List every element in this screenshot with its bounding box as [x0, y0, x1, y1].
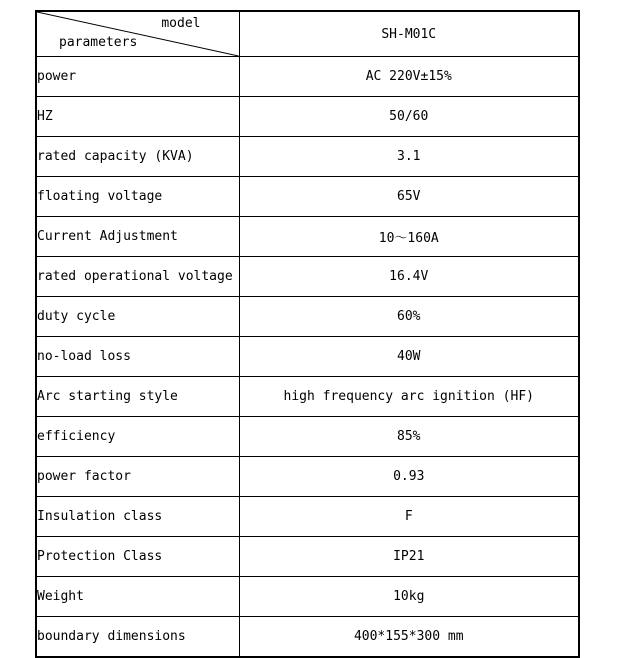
value-cell: 40W	[239, 337, 579, 377]
table-row-power-factor	[36, 457, 579, 497]
param-cell: Insulation class	[36, 497, 239, 537]
param-cell: HZ	[36, 97, 239, 137]
value-cell: 50/60	[239, 97, 579, 137]
table-row-boundary-dimensions	[36, 617, 579, 658]
value-cell: AC 220V±15%	[239, 57, 579, 97]
value-cell: 10kg	[239, 577, 579, 617]
value-cell: 10～160A	[239, 217, 579, 257]
header-parameters-label: parameters	[59, 35, 138, 50]
param-cell: Arc starting style	[36, 377, 239, 417]
param-cell: rated capacity (KVA)	[36, 137, 239, 177]
diagonal-header-cell	[36, 11, 239, 57]
param-cell: Weight	[36, 577, 239, 617]
value-cell: 85%	[239, 417, 579, 457]
table-row-rated-capacity	[36, 137, 579, 177]
param-cell: efficiency	[36, 417, 239, 457]
table-row-protection-class	[36, 537, 579, 577]
table-row-current-adjustment	[36, 217, 579, 257]
value-cell: high frequency arc ignition (HF)	[239, 377, 579, 417]
table-row-arc-starting-style	[36, 377, 579, 417]
value-cell: 0.93	[239, 457, 579, 497]
param-cell: Protection Class	[36, 537, 239, 577]
value-cell: IP21	[239, 537, 579, 577]
table-row-hz	[36, 97, 579, 137]
param-cell: boundary dimensions	[36, 617, 239, 658]
value-cell: 16.4V	[239, 257, 579, 297]
table-row-floating-voltage	[36, 177, 579, 217]
table-row-no-load-loss	[36, 337, 579, 377]
param-cell: power	[36, 57, 239, 97]
table-row-insulation-class	[36, 497, 579, 537]
header-row	[36, 11, 579, 57]
header-model-label: model	[161, 16, 201, 31]
value-cell: F	[239, 497, 579, 537]
table-row-weight	[36, 577, 579, 617]
param-cell: power factor	[36, 457, 239, 497]
spec-table	[35, 10, 580, 658]
table-row-duty-cycle	[36, 297, 579, 337]
param-cell: floating voltage	[36, 177, 239, 217]
value-cell: 65V	[239, 177, 579, 217]
param-cell: rated operational voltage	[36, 257, 239, 297]
table-row-power	[36, 57, 579, 97]
table-row-efficiency	[36, 417, 579, 457]
param-cell: Current Adjustment	[36, 217, 239, 257]
value-cell: 400*155*300 mm	[239, 617, 579, 658]
value-cell: 60%	[239, 297, 579, 337]
table-row-rated-operational-voltage	[36, 257, 579, 297]
param-cell: no-load loss	[36, 337, 239, 377]
param-cell: duty cycle	[36, 297, 239, 337]
header-model-value: SH-M01C	[239, 11, 579, 57]
value-cell: 3.1	[239, 137, 579, 177]
